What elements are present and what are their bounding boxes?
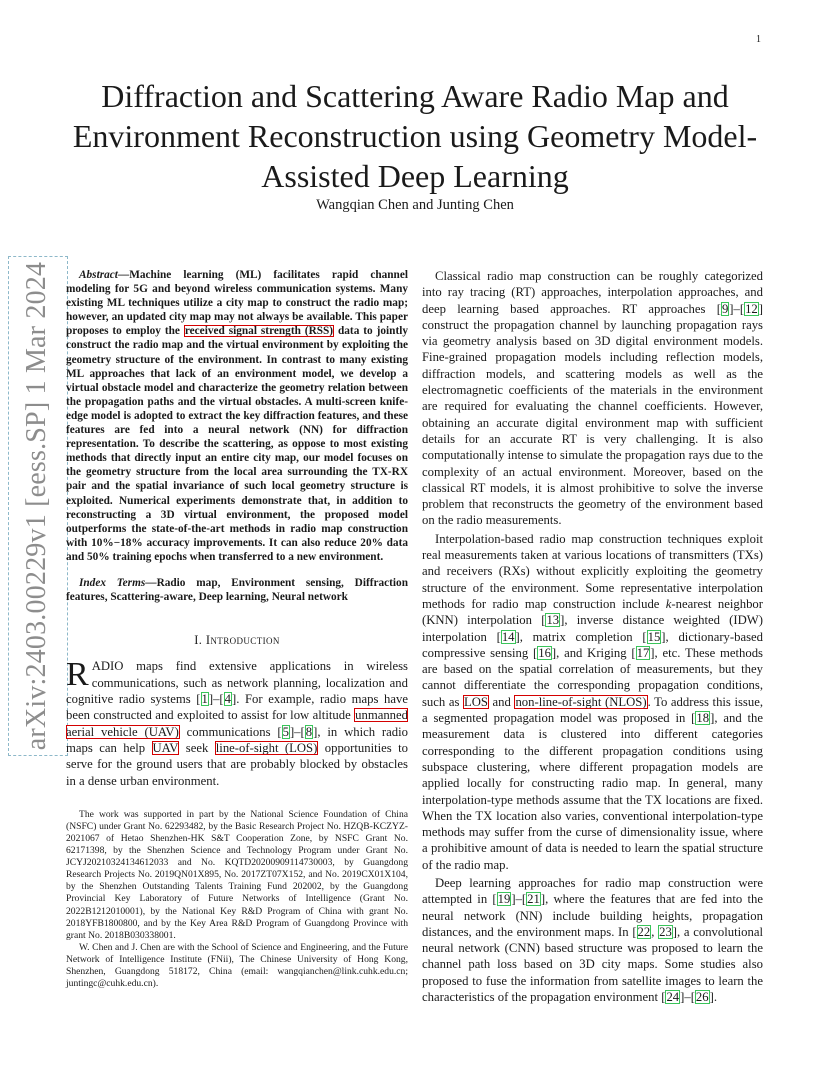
citation-link[interactable]: 21 [527,892,540,907]
citation-link[interactable]: 12 [745,301,758,316]
section-heading-introduction: I. Introduction [194,633,280,648]
citation-link[interactable]: 17 [636,645,650,660]
acronym-link-nlos[interactable]: non-line-of-sight (NLOS) [515,694,647,709]
acronym-link-uav-short[interactable]: UAV [152,740,179,755]
citation-link[interactable]: 4 [224,692,231,707]
paragraph-deep-learning: Deep learning approaches for radio map construction were attempted in [19]–[21], where the features that are fed into the neural network (NN) include building heights, propagation distances, and the environment maps. In [22, 23], a convolutional neural network (CNN) based structure was proposed to learn the channel path loss based on 3D city maps. Some studies also proposed to fuse the information from satellite images to learn the characteristics of the propagation environment [24]–[26]. [422,875,763,1005]
paper-authors: Wangqian Chen and Junting Chen [316,197,514,213]
acronym-link-rss[interactable]: received signal strength (RSS) [184,325,334,338]
acronym-link-los[interactable]: line-of-sight (LOS) [215,740,318,755]
citation-link[interactable]: 14 [501,629,515,644]
citation-link[interactable]: 24 [666,990,680,1005]
acronym-link-los-short[interactable]: LOS [464,694,488,709]
intro-paragraph: RADIO maps find extensive applications in wireless communications, such as network planning, localization and cognitive radio systems [1]–[4]. For example, radio maps have been constructed and exploited to assist for low altitude unmanned aerial vehicle (UAV) communications [5]–[8], in which radio maps can help UAV seek line-of-sight (LOS) opportunities to serve for the ground users that are probably blocked by obstacles in a dense urban environment. [66,656,409,788]
footnote-funding: The work was supported in part by the National Science Foundation of China (NSFC) under Grant No. 62293482, by the Basic Research Project No. HZQB-KCZYZ-2021067 of Hetao Shenzhen-HK S&T Cooperation Zone, by NSFC Grant No. 62171398, by the Shenzhen Science and Technology Program under Grant No. JCYJ20210324134612033 and No. KQTD20200909114730003, by Guangdong Research Projects No. 2019QN01X895, No. 2017ZT07X152, and No. 2019CX01X104, by the Shenzhen Outstanding Talents Training Fund 202002, by the Guangdong Provincial Key Laboratory of Future Networks of Intelligence (Grant No. 2022B1212010001), by the National Key R&D Program of China with grant No. 2018YFB1800800, and by the Key Area R&D Program of Guangdong Province with grant No. 2018B030338001. [66,808,408,941]
citation-link[interactable]: 5 [282,724,289,739]
arxiv-stamp[interactable]: arXiv:2403.00229v1 [eess.SP] 1 Mar 2024 [8,256,68,756]
paragraph-ray-tracing: Classical radio map construction can be roughly categorized into ray tracing (RT) approaches, interpolation approaches, and deep learning based approaches. RT approaches [9]–[12] construct the propagation channel by launching propagation rays via geometry analysis based on 3D digital environment models. Fine-grained propagation models including reflection models, diffraction models, and scattering models as well as the electromagnetic coefficients of the materials in the environment are required for evaluating the channel coefficients. However, obtaining an accurate digital environment map with sufficient details for an accurate RT is very challenging. It is also computationally intense to simulate the propagation rays due to the complexity of an actual environment. Moreover, based on the classical RT models, it is almost prohibitive to solve the inverse problem that reconstructs the geometry of the environment based on the radio measurements. [422,269,763,528]
abstract: Abstract—Machine learning (ML) facilitates rapid channel modeling for 5G and beyond wireless communication systems. Many existing ML techniques utilize a city map to construct the radio map; however, an updated city map may not always be available. This paper proposes to employ the received signal strength (RSS) data to jointly construct the radio map and the virtual environment by exploiting the geometry structure of the environment. In contrast to many existing ML approaches that lack of an environment model, we develop a virtual obstacle model and characterize the geometry relation between the propagation paths and the virtual obstacles. A multi-screen knife-edge model is adopted to extract the key diffraction features, and these features are fed into a neural network (NN) for diffraction representation. To describe the scattering, as oppose to most existing methods that directly input an entire city map, our model focuses on the geometry structure from the local area surrounding the TX-RX pair and the spatial invariance of such local geometry structure is exploited. Numerical experiments demonstrate that, in addition to reconstructing a 3D virtual environment, the proposed model outperforms the state-of-the-art methods in radio map construction with 10%−18% accuracy improvements. It can also reduce 20% data and 50% training epochs when transferred to a new environment. [66,269,409,563]
citation-link[interactable]: 9 [721,301,729,316]
footnote-affiliation: W. Chen and J. Chen are with the School of Science and Engineering, and the Future Network of Intelligence Institute (FNii), The Chinese University of Hong Kong, Shenzhen, Guangdong 518172, China (email: wangqianchen@link.cuhk.edu.cn; juntingc@cuhk.edu.cn). [66,941,408,990]
citation-link[interactable]: 13 [546,613,560,628]
citation-link[interactable]: 15 [647,629,661,644]
citation-link[interactable]: 8 [305,724,313,739]
left-column [66,268,408,990]
citation-link[interactable]: 16 [538,645,551,660]
index-terms: Index Terms—Radio map, Environment sensing, Diffraction features, Scattering-aware, Deep learning, Neural network [66,576,408,604]
acronym-link-uav[interactable]: unmanned aerial vehicle (UAV) [66,708,408,739]
citation-link[interactable]: 22 [637,924,651,939]
paragraph-interpolation: Interpolation-based radio map construction techniques exploit real measurements taken at various locations of transmitters (TXs) and receivers (RXs) without explicitly exploiting the geometry structure of the environment. Some representative interpolation methods for radio map construction include k-nearest neighbor (KNN) interpolation [13], inverse distance weighted (IDW) interpolation [14], matrix completion [15], dictionary-based compressive sensing [16], and Kriging [17], etc. These methods are based on the spatial correlation of measurements, but they cannot differentiate the corresponding propagation conditions, such as LOS and non-line-of-sight (NLOS). To address this issue, a segmented propagation model was proposed in [18], and the measurement data is clustered into different categories corresponding to the different propagation conditions using subspace clustering, where different propagation models are applied locally for constructing radio map. In general, many interpolation-type methods assume that the TX locations are fixed. When the TX location also varies, conventional interpolation-type methods may suffer from the curse of dimensionality issue, where a prohibitive amount of data is needed to learn the spatial structure of the radio map. [422,531,764,872]
citation-link[interactable]: 18 [696,711,710,726]
drop-cap: R [66,656,89,694]
right-column [422,268,763,1005]
citation-link[interactable]: 1 [201,692,208,707]
index-terms-label: Index Terms [79,576,146,589]
page-number: 1 [756,34,761,45]
abstract-label: Abstract [79,269,118,281]
citation-link[interactable]: 19 [497,892,511,907]
paper-title: Diffraction and Scattering Aware Radio Map and Environment Reconstruction using Geometry Model-Assisted Deep Learning [72,78,758,194]
citation-link[interactable]: 26 [695,990,709,1005]
citation-link[interactable]: 23 [659,924,672,939]
